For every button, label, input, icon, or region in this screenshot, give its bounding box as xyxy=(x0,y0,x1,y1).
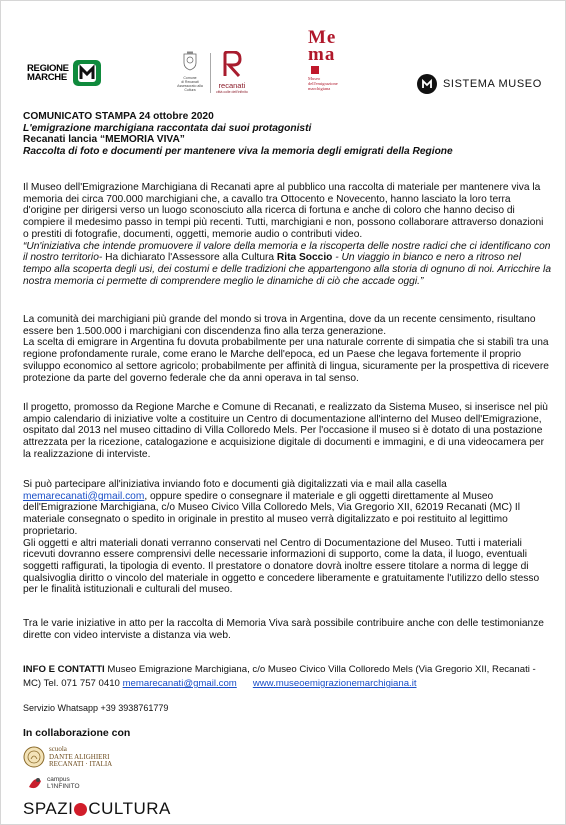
paragraph-argentina: La comunità dei marchigiani più grande del mondo si trova in Argentina, dove da un recente censimento, risultano essere ben 1.500.000 i marchigiani con discendenza fino alla terza generazione. La scelta di emigrare in Argentina fu dovuta probabilmente per una naturale corrente di simpatia che si stabilì tra una regione profondamente rurale, come erano le Marche dell'epoca, ed un Paese che legava fortemente il proprio sviluppo economico al settore agricolo; probabilmente per affinità di lingua, sicuramente per la prospettiva di ricevere protezione da parte del governo federale che da anni operava in tal senso. xyxy=(23,314,549,384)
sistema-museo-icon xyxy=(417,74,437,94)
spazio-cultura-logo: SPAZI CULTURA xyxy=(23,799,171,818)
paragraph-project: Il progetto, promosso da Regione Marche e Comune di Recanati, e realizzato da Sistema Museo, si inserisce nel più ampio calendario di iniziative volte a costituire un Centro di documentazione all'interno del Museo dell'Emigrazione, ospitato dal 2013 nel museo cittadino di Villa Colloredo Mels. Per l'occasione il museo si è dotato di una postazione attrezzata per la ricezione, catalogazione e acquisizione digitale di documenti e immagini, e di una videocamera per la realizzazione di interviste. xyxy=(23,402,548,460)
mema-word: Me ma xyxy=(308,27,337,65)
press-release-header xyxy=(23,111,551,158)
paragraph-interviews: Tra le varie iniziative in atto per la raccolta di Memoria Viva sarà possibile contribuire anche con delle testimonianze dirette con video interviste a distanza via web. xyxy=(23,618,544,641)
paragraph-participation: Si può partecipare all'iniziativa inviando foto e documenti già digitalizzati via e mail alla casella memarecanati@gmail.com, oppure spedire o consegnare il materiale e gli oggetti direttamente al Museo dell'Emigrazione Marchigiana, c/o Museo Civico Villa Colloredo Mels, Via Gregorio XII, 62019 Recanati (MC) Il materiale consegnato o spedito in originale in prestito al museo verrà digitalizzato e poi restituito al legittimo proprietario. Gli oggetti e altri materiali donati verranno conservati nel Centro di Documentazione del Museo. Tutti i materiali ricevuti dovranno essere comprensivi delle necessarie informazioni di supporto, come la data, il luogo, eventuali soggetti raffigurati, la tipologia di evento. Il prestatore o donatore dovrà inoltre essere titolare a norma di legge di qualsivoglia diritto o vincolo del materiale in oggetto e concedere liberamente e gratuitamente l'utilizzo dello stesso per le finalità istituzionali e culturali del museo. xyxy=(23,479,540,596)
comune-recanati-logo xyxy=(173,51,263,99)
comune-crest-icon xyxy=(182,51,198,71)
sistema-museo-logo: SISTEMA MUSEO xyxy=(417,74,542,94)
release-headline: Recanati lancia “MEMORIA VIVA” xyxy=(23,134,185,146)
recanati-block: recanati città colle dell'infinito xyxy=(216,51,248,94)
paragraph-intro: Il Museo dell'Emigrazione Marchigiana di Recanati apre al pubblico una raccolta di materiale per mantenere viva la memoria dei circa 700.000 marchigiani che, a cavallo tra Ottocento e Novecento, hanno lasciato la loro terra d'origine per dirigersi verso un luogo sconosciuto alla ricerca di fortuna e anche di coloro che hanno deciso di compiere il medesimo passo in tempi più recenti. Tutti, marchigiani e non, possono collaborare attraverso donazioni o prestiti di fotografie, documenti, oggetti, memorie audio o contributi video. “Un'iniziativa che intende promuovere il valore della memoria e la riscoperta delle nostre radici che ci identificano con il nostro territorio- Ha dichiarato l'Assessore alla Cultura Rita Soccio - Un viaggio in bianco e nero a ritroso nel tempo alla scoperta degli usi, dei costumi e delle tradizioni che appartengono alla storia di ognuno di noi. Arricchire la nostra memoria ci permette di comprendere meglio le dinamiche di ciò che accade oggi.” xyxy=(23,182,551,287)
logo-divider xyxy=(210,53,211,93)
campus-infinito-logo: campus L'INFINITO xyxy=(27,775,80,791)
collaboration-heading: In collaborazione con xyxy=(23,727,131,739)
release-tagline: Raccolta di foto e documenti per mantenere viva la memoria degli emigrati della Regione xyxy=(23,146,453,158)
email-link[interactable]: memarecanati@gmail.com xyxy=(23,490,145,502)
mema-museum-logo: Me ma Museo dell'emigrazione marchigiana xyxy=(308,29,378,99)
regione-marche-logo xyxy=(27,56,107,90)
regione-shield-icon xyxy=(72,58,102,88)
regione-logo-text: REGIONE MARCHE xyxy=(27,63,69,83)
contact-email-link[interactable]: memarecanati@gmail.com xyxy=(122,678,237,689)
scuola-seal-icon xyxy=(23,746,45,768)
whatsapp-service: Servizio Whatsapp +39 3938761779 xyxy=(23,703,169,713)
contacts-label: INFO E CONTATTI xyxy=(23,664,105,675)
campus-mark-icon xyxy=(27,775,43,791)
contacts-info: INFO E CONTATTI Museo Emigrazione Marchigiana, c/o Museo Civico Villa Colloredo Mels (Via Gregorio XII, Recanati - MC) Tel. 071 757 0410 memarecanati@gmail.com www.museoemigrazionemarchigiana.it xyxy=(23,664,536,689)
spazio-dot-icon xyxy=(74,803,87,816)
website-link[interactable]: www.museoemigrazionemarchigiana.it xyxy=(252,678,417,689)
mema-red-square-icon xyxy=(311,66,319,74)
release-date-title: COMUNICATO STAMPA 24 ottobre 2020 xyxy=(23,111,214,122)
comune-block: Comune di Recanati Assessorato alla Cultura xyxy=(173,51,207,92)
release-subtitle: L'emigrazione marchigiana raccontata dai suoi protagonisti xyxy=(23,122,312,134)
recanati-r-icon xyxy=(220,51,244,77)
scuola-dante-logo: scuola DANTE ALIGHIERI RECANATI · ITALIA xyxy=(23,746,112,769)
